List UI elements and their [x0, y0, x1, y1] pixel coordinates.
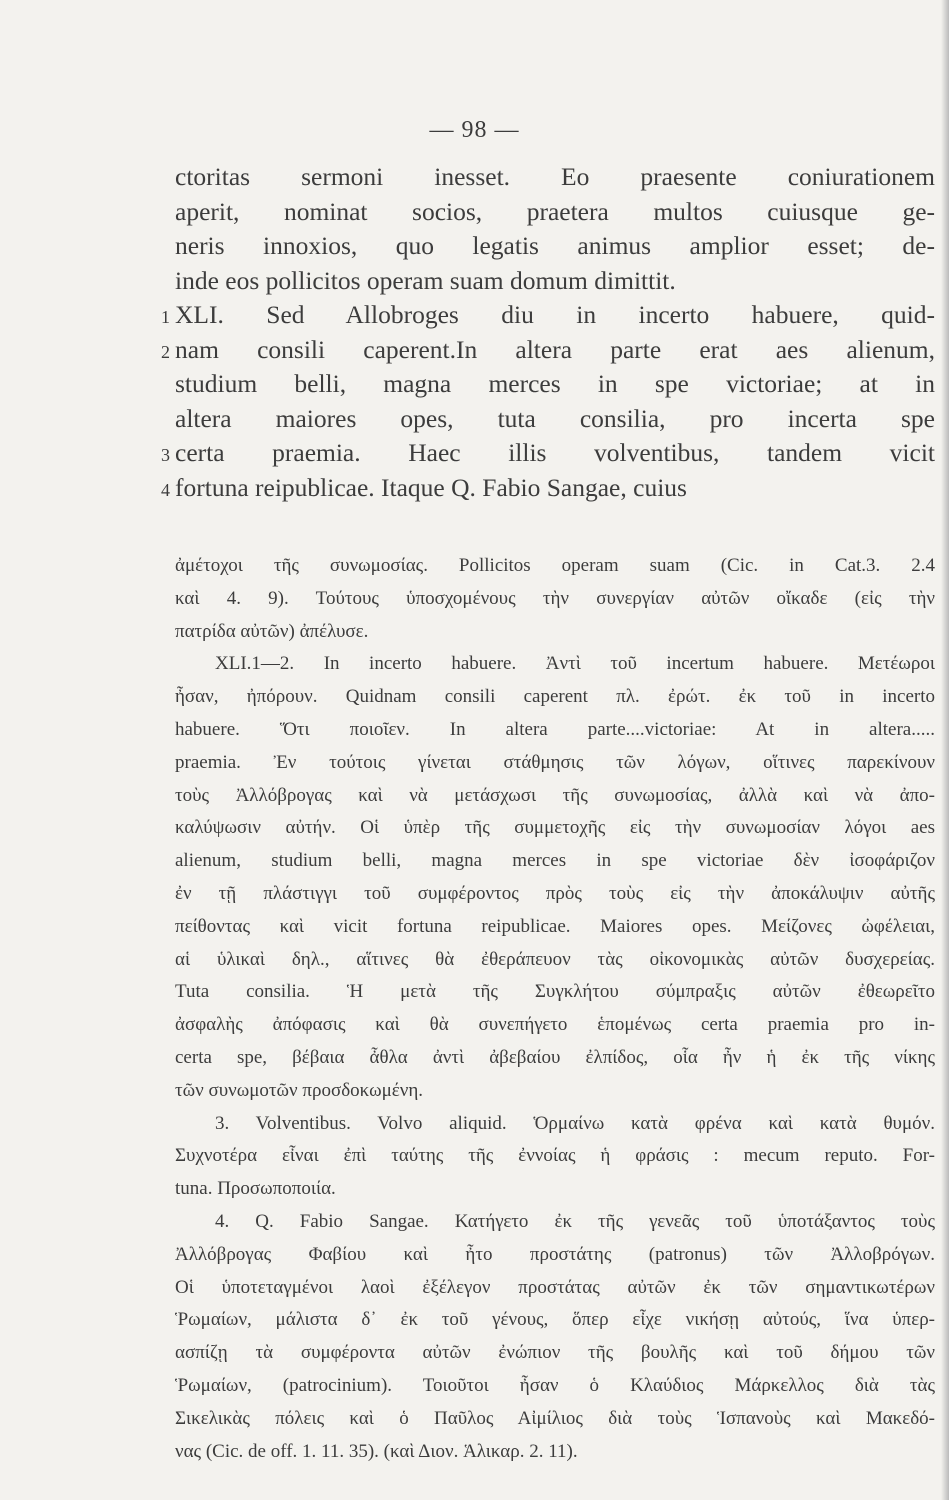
- note-line: αἱ ὑλικαὶ δηλ., αἵτινες θὰ ἐθεράπευον τὰς οἰκονομικὰς αὐτῶν δυσχερείας.: [175, 948, 935, 970]
- note-line: 4. Q. Fabio Sangae. Κατήγετο ἐκ τῆς γενεᾶς τοῦ ὑποτάξαντος τοὺς: [215, 1210, 935, 1232]
- note-line: ἦσαν, ἠπόρουν. Quidnam consili caperent πλ. ἐρώτ. ἐκ τοῦ in incerto: [175, 686, 935, 708]
- main-text-line: [161, 298, 935, 333]
- note-line: ασπίζῃ τὰ συμφέροντα αὐτῶν ἐνώπιον τῆς βουλῆς καὶ τοῦ δήμου τῶν: [175, 1342, 935, 1364]
- note-line: ἐν τῇ πλάστιγγι τοῦ συμφέροντος πρὸς τοὺς εἰς τὴν ἀποκάλυψιν αὐτῆς: [175, 882, 935, 904]
- commentary-notes: [175, 550, 935, 1468]
- main-text-line: [161, 436, 935, 471]
- line-margin-number: 1: [161, 307, 170, 327]
- note-line: πείθοντας καὶ vicit fortuna reipublicae. Maiores opes. Μείζονες ὠφέλειαι,: [175, 915, 935, 937]
- main-text-content: nam consili caperent.In altera parte erat aes alienum,: [175, 334, 935, 364]
- main-text: [161, 160, 935, 505]
- page-edge: [941, 0, 949, 1500]
- line-margin-number: 4: [161, 479, 170, 500]
- note-line: Tuta consilia. Ἡ μετὰ τῆς Συγκλήτου σύμπραξις αὐτῶν ἐθεωρεῖτο: [175, 981, 935, 1003]
- note-line: tuna. Προσωποποιία.: [175, 1178, 336, 1200]
- line-margin-number: 2: [161, 341, 170, 362]
- note-line: alienum, studium belli, magna merces in spe victoriae δὲν ἰσοφάριζον: [175, 850, 935, 872]
- main-text-line: [175, 195, 935, 230]
- main-text-line: [175, 367, 935, 402]
- note-line: Οἱ ὑποτεταγμένοι λαοὶ ἐξέλεγον προστάτας αὐτῶν ἐκ τῶν σημαντικωτέρων: [175, 1276, 935, 1298]
- note-line: τῶν συνωμοτῶν προσδοκωμένη.: [175, 1079, 424, 1101]
- main-text-line: [175, 229, 935, 264]
- note-line: Συχνοτέρα εἶναι ἐπὶ ταύτης τῆς ἐννοίας ἡ φράσις : mecum reputo. For-: [175, 1145, 935, 1167]
- main-text-content: certa praemia. Haec illis volventibus, tandem vicit: [175, 438, 935, 467]
- main-text-content: ctoritas sermoni inesset. Eo praesente coniurationem: [175, 162, 935, 191]
- note-line: Σικελικὰς πόλεις καὶ ὁ Παῦλος Αἰμίλιος διὰ τοὺς Ἱσπανοὺς καὶ Μακεδό-: [175, 1407, 935, 1429]
- note-line: XLI.1—2. In incerto habuere. Ἀντὶ τοῦ incertum habuere. Μετέωροι: [215, 653, 935, 675]
- main-text-line: [175, 402, 935, 437]
- main-text-content: altera maiores opes, tuta consilia, pro incerta spe: [175, 403, 935, 433]
- note-line: Ἀλλόβρογας Φαβίου καὶ ἦτο προστάτης (patronus) τῶν Ἀλλοβρόγων.: [175, 1243, 935, 1265]
- note-line: τοὺς Ἀλλόβρογας καὶ νὰ μετάσχωσι τῆς συνωμοσίας, ἀλλὰ καὶ νὰ ἀπο-: [175, 784, 935, 806]
- note-line: praemia. Ἐν τούτοις γίνεται στάθμησις τῶν λόγων, οἵτινες παρεκίνουν: [175, 751, 935, 773]
- note-line: καὶ 4. 9). Τούτους ὑποσχομένους τὴν συνεργίαν αὐτῶν οἴκαδε (εἰς τὴν: [175, 587, 935, 609]
- note-line: habuere. Ὅτι ποιοῖεν. In altera parte....victoriae: At in altera.....: [175, 718, 935, 740]
- note-line: ἀσφαλὴς ἀπόφασις καὶ θὰ συνεπήγετο ἑπομένως certa praemia pro in-: [175, 1014, 935, 1036]
- note-line: Ῥωμαίων, (patrocinium). Τοιοῦτοι ἦσαν ὁ Κλαύδιος Μάρκελλος διὰ τὰς: [175, 1374, 935, 1396]
- note-line: νας (Cic. de off. 1. 11. 35). (καὶ Διον. Ἁλικαρ. 2. 11).: [175, 1440, 578, 1462]
- main-text-content: neris innoxios, quo legatis animus amplior esset; de-: [175, 231, 935, 260]
- main-text-content: aperit, nominat socios, praetera multos cuiusque ge-: [175, 196, 935, 226]
- note-line: ἀμέτοχοι τῆς συνωμοσίας. Pollicitos operam suam (Cic. in Cat.3. 2.4: [175, 555, 935, 576]
- main-text-content: studium belli, magna merces in spe victoriae; at in: [175, 369, 935, 398]
- main-text-content: XLI. Sed Allobroges diu in incerto habuere, quid-: [175, 300, 935, 329]
- main-text-content: inde eos pollicitos operam suam domum dimittit.: [175, 265, 676, 295]
- page-number: — 98 —: [429, 117, 520, 143]
- main-text-line: [175, 160, 935, 195]
- note-line: 3. Volventibus. Volvo aliquid. Ὁρμαίνω κατὰ φρένα καὶ κατὰ θυμόν.: [215, 1112, 935, 1134]
- note-line: certa spe, βέβαια ἆθλα ἀντὶ ἀβεβαίου ἐλπίδος, οἷα ἦν ἡ ἐκ τῆς νίκης: [175, 1046, 935, 1068]
- main-text-line: [175, 264, 935, 299]
- main-text-line: [161, 471, 935, 506]
- main-text-line: [161, 333, 935, 368]
- line-margin-number: 3: [161, 445, 170, 465]
- note-line: Ῥωμαίων, μάλιστα δ᾽ ἐκ τοῦ γένους, ὅπερ εἶχε νικήσῃ αὐτούς, ἵνα ὑπερ-: [175, 1309, 935, 1331]
- note-line: καλύψωσιν αὐτήν. Οἱ ὑπὲρ τῆς συμμετοχῆς εἰς τὴν συνωμοσίαν λόγοι aes: [175, 817, 935, 839]
- note-line: πατρίδα αὐτῶν) ἀπέλυσε.: [175, 620, 369, 642]
- main-text-content: fortuna reipublicae. Itaque Q. Fabio Sangae, cuius: [175, 472, 687, 502]
